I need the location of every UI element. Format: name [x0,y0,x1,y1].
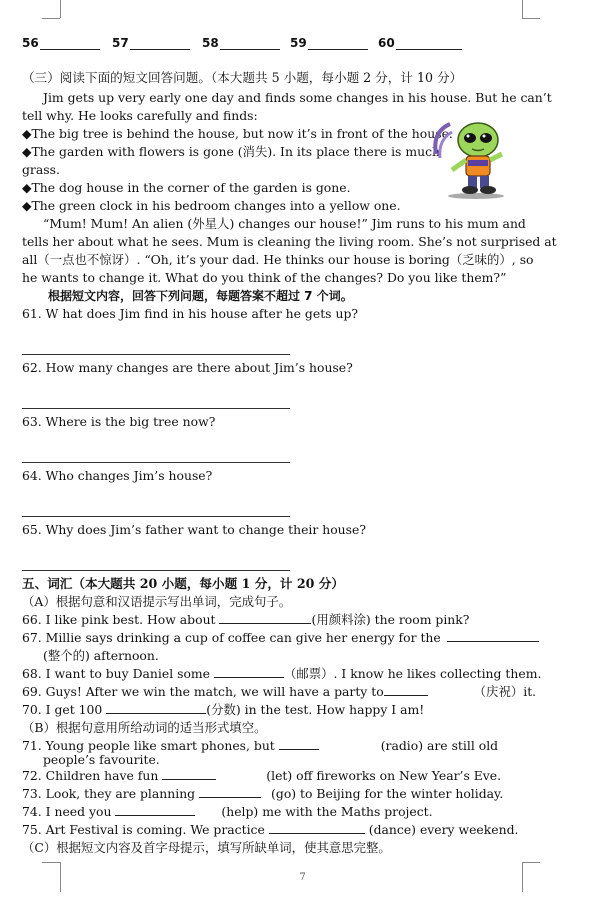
passage-line: ◆The garden with flowers is gone (消失). In its place there is much [22,144,440,159]
q70-text: 70. I get 100 [22,702,107,717]
crop-mark-top-left [60,0,61,18]
question-67 [22,630,539,646]
q71-text: 71. Young people like smart phones, but [22,738,279,753]
q69-text-after: （庆祝）it. [473,684,537,699]
alien-illustration [430,114,522,200]
q71-text-after: (radio) are still old [380,738,499,753]
question-63: 63. Where is the big tree now? [22,414,216,429]
q74-blank[interactable] [115,804,195,816]
passage-line: grass. [22,162,60,177]
answer-line-65[interactable] [22,570,290,571]
q72-text: 72. Children have fun [22,768,163,783]
crop-mark-bottom-right-h [522,862,540,863]
answer-line-61[interactable] [22,354,290,355]
q72-text-after: (let) off fireworks on New Year’s Eve. [266,768,502,783]
question-74 [22,804,433,820]
answer-row [22,36,482,52]
passage-line: Jim gets up very early one day and finds some changes in his house. But he can’t [43,90,552,105]
answer-blank[interactable] [40,38,100,50]
q69-text: 69. Guys! After we win the match, we will have a party to [22,684,384,699]
q66-blank[interactable] [219,612,311,624]
q74-text-after: (help) me with the Maths project. [221,804,433,819]
question-69 [22,684,536,700]
question-71-cont: people’s favourite. [43,752,160,767]
q66-text-after: (用颜料涂) the room pink? [311,612,470,627]
q71-blank[interactable] [279,738,319,750]
answer-number: 59 [290,36,307,50]
q72-blank[interactable] [162,768,216,780]
passage-line: all（一点也不惊讶）. “Oh, it’s your dad. He thinks our house is boring（乏味的）, so [22,252,534,267]
question-62: 62. How many changes are there about Jim’s house? [22,360,353,375]
q68-blank[interactable] [214,666,284,678]
question-61: 61. W hat does Jim find in his house after he gets up? [22,306,359,321]
answer-blank[interactable] [396,38,462,50]
part-c-heading: （C）根据短文内容及首字母提示，填写所缺单词，使其意思完整。 [22,840,391,855]
answer-number: 56 [22,36,39,50]
section5-heading [22,576,344,592]
passage-line: tell why. He looks carefully and finds: [22,108,258,123]
q68-text-after: （邮票）. I know he likes collecting them. [283,666,542,681]
q74-text: 74. I need you [22,804,116,819]
q73-text-after: (go) to Beijing for the winter holiday. [271,786,504,801]
question-66 [22,612,469,628]
question-64: 64. Who changes Jim’s house? [22,468,213,483]
question-75 [22,822,518,838]
question-67-cont: (整个的) afternoon. [43,648,159,663]
crop-mark-top-left-h [42,18,60,19]
q69-blank[interactable] [384,684,428,696]
q75-blank[interactable] [269,822,365,834]
q67-text: 67. Millie says drinking a cup of coffee can give her energy for the [22,630,445,645]
answer-number: 57 [112,36,129,50]
part-a-heading: （A）根据句意和汉语提示写出单词，完成句子。 [22,594,292,609]
crop-mark-bottom-left-h [42,862,60,863]
passage-line: “Mum! Mum! An alien (外星人) changes our house!” Jim runs to his mum and [43,216,526,231]
passage-line: he wants to change it. What do you think of the changes? Do you like them?” [22,270,507,285]
section3-instruction: 根据短文内容，回答下列问题，每题答案不超过 7 个词。 [48,289,353,303]
answer-number: 58 [202,36,219,50]
q68-text: 68. I want to buy Daniel some [22,666,214,681]
answer-blank[interactable] [220,38,280,50]
passage-line: tells her about what he sees. Mum is cleaning the living room. She’s not surprised at [22,234,557,249]
passage-line: ◆The dog house in the corner of the garden is gone. [22,180,351,195]
q75-text-after: (dance) every weekend. [368,822,519,837]
passage-line: ◆The big tree is behind the house, but now it’s in front of the house. [22,126,453,141]
q66-text: 66. I like pink best. How about [22,612,220,627]
passage-line: ◆The green clock in his bedroom changes into a yellow one. [22,198,401,213]
page-number: 7 [299,872,306,883]
question-65: 65. Why does Jim’s father want to change their house? [22,522,366,537]
answer-blank[interactable] [130,38,190,50]
q75-text: 75. Art Festival is coming. We practice [22,822,269,837]
answer-line-62[interactable] [22,408,290,409]
question-72 [22,768,501,784]
crop-mark-top-right [522,0,523,18]
answer-blank[interactable] [308,38,368,50]
answer-line-64[interactable] [22,516,290,517]
q70-blank[interactable] [106,702,206,714]
section3-heading: （三）阅读下面的短文回答问题。（本大题共 5 小题，每小题 2 分，计 10 分） [22,70,463,85]
section5-heading-text: 五、词汇（本大题共 20 小题，每小题 1 分，计 20 分） [22,576,344,591]
answer-line-63[interactable] [22,462,290,463]
question-70 [22,702,424,718]
q67-blank[interactable] [447,630,539,642]
answer-number: 60 [378,36,395,50]
question-68 [22,666,541,682]
question-73 [22,786,503,802]
part-b-heading: （B）根据句意用所给动词的适当形式填空。 [22,720,267,735]
crop-mark-top-right-h [522,18,540,19]
q73-text: 73. Look, they are planning [22,786,200,801]
q73-blank[interactable] [199,786,261,798]
q70-text-after: (分数) in the test. How happy I am! [206,702,425,717]
